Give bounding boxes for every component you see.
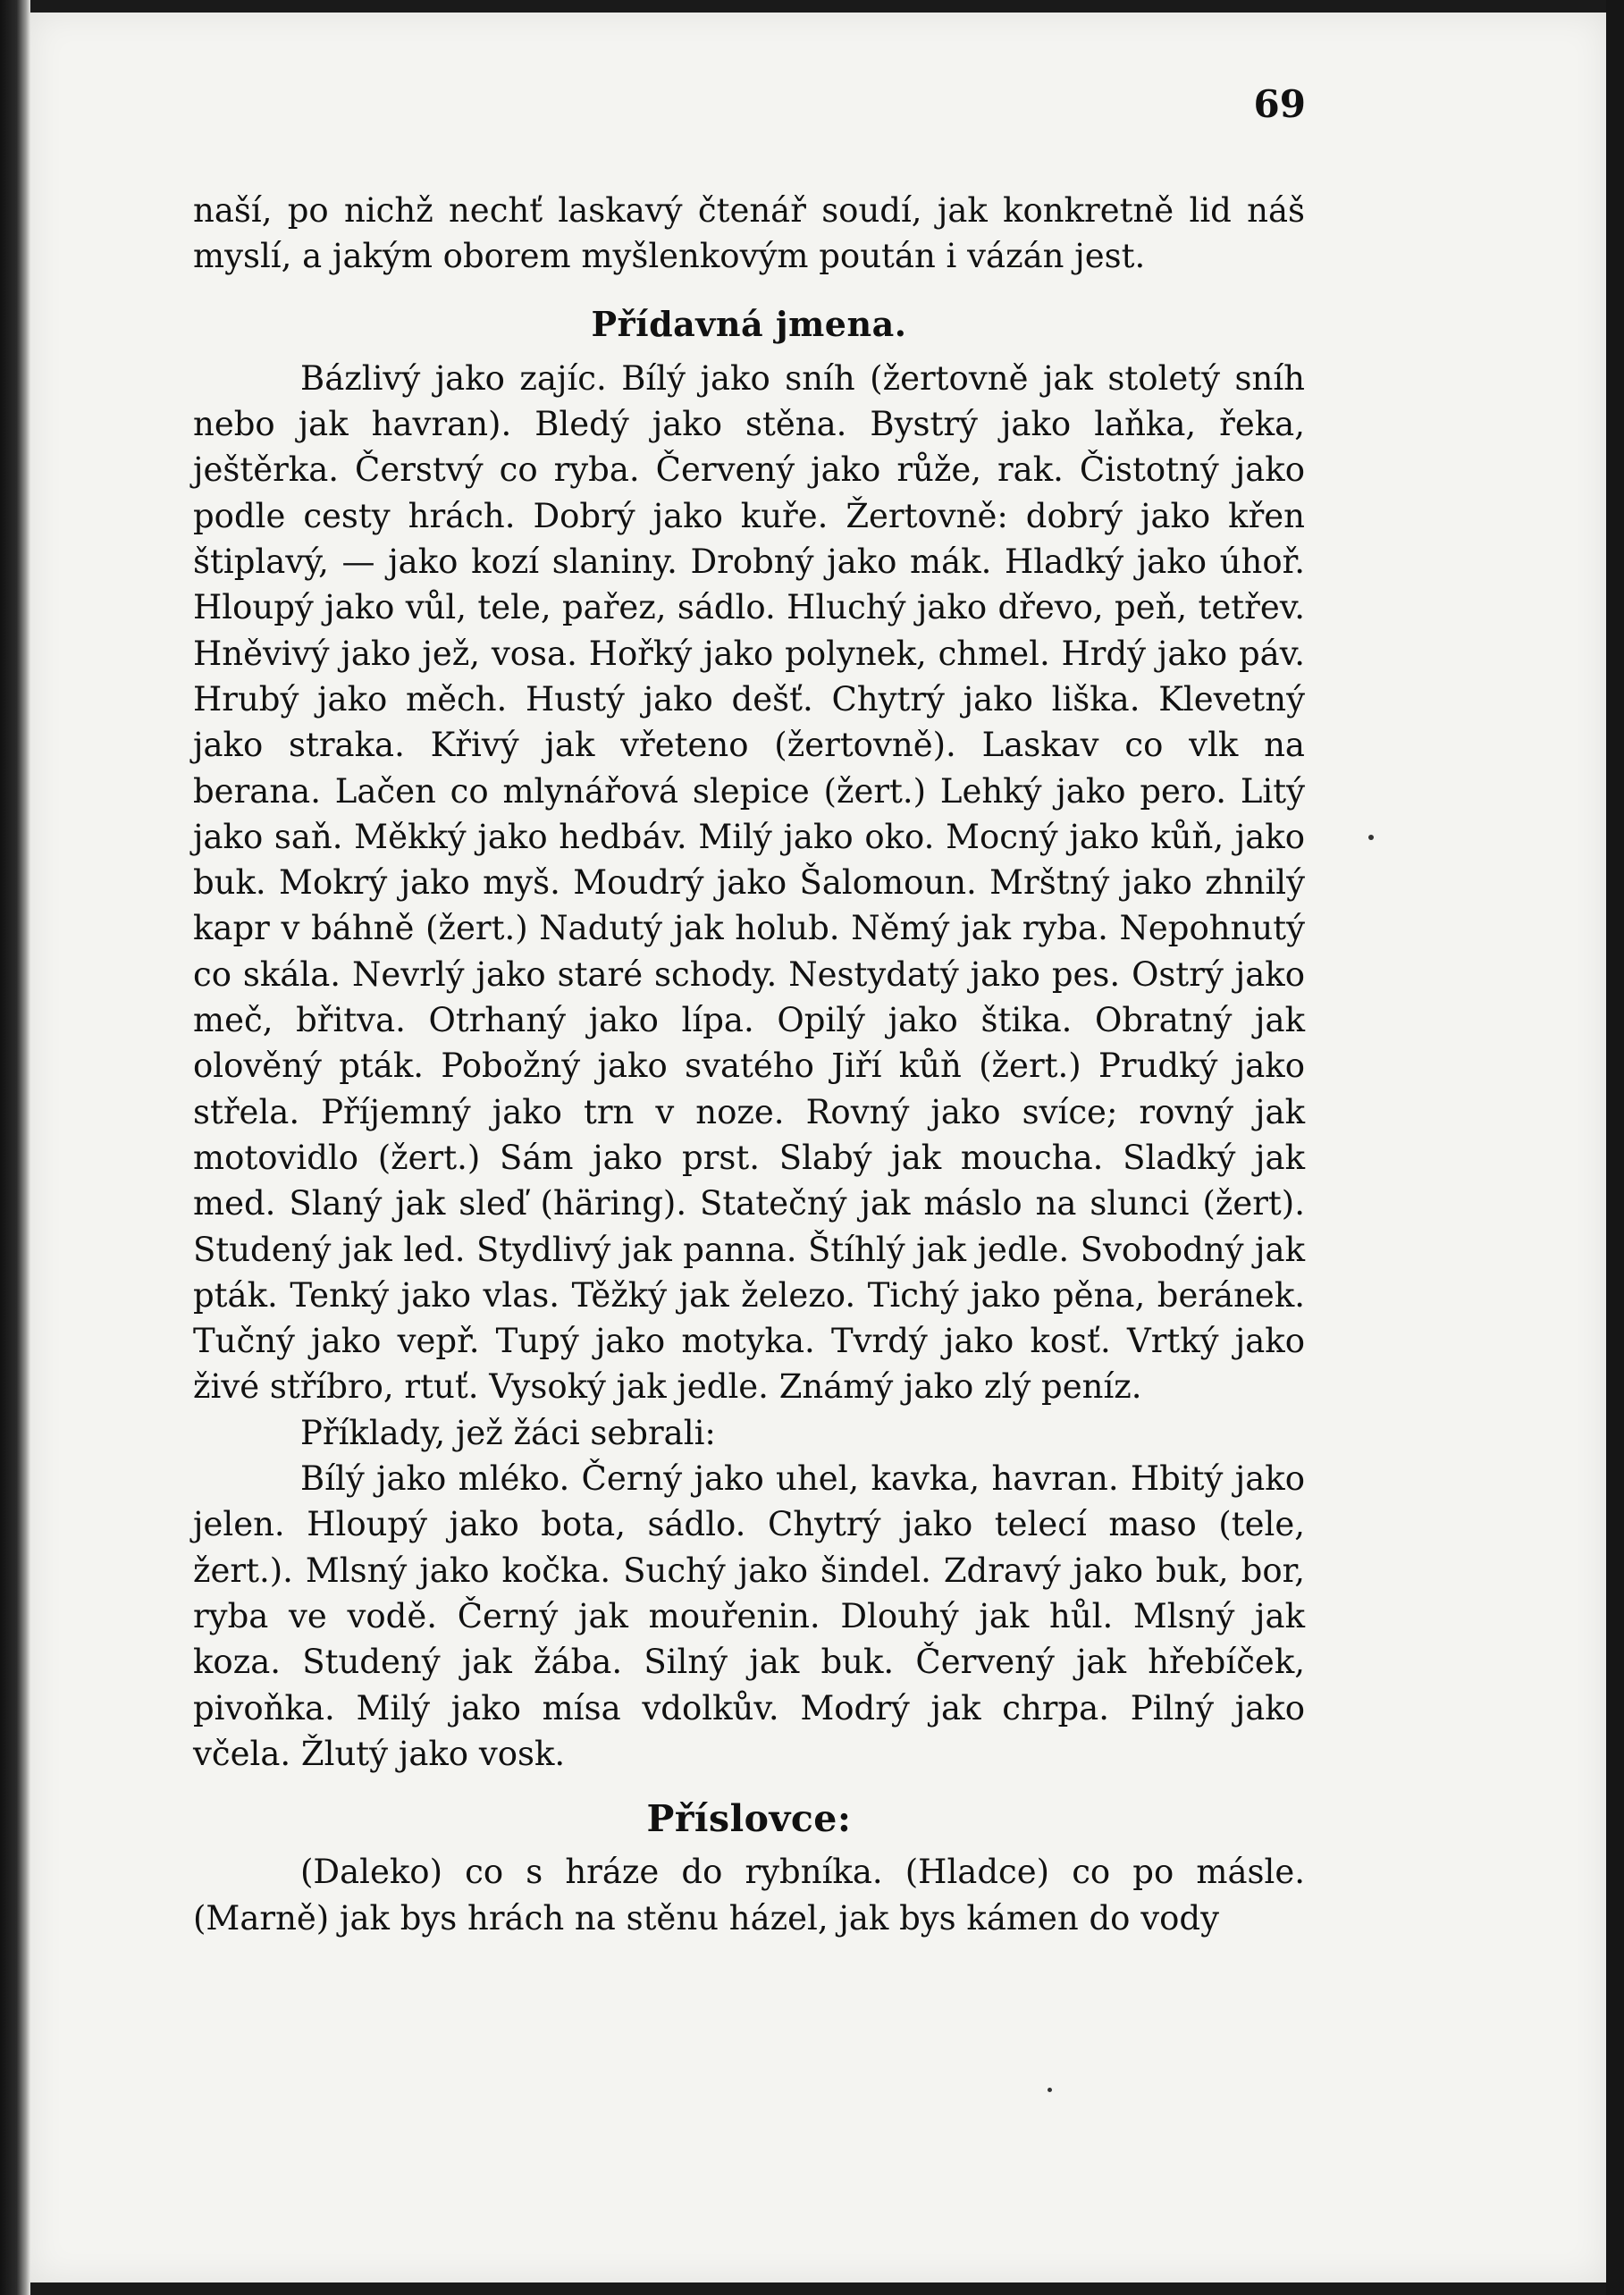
intro-paragraph: naší, po nichž nechť laskavý čtenář soudí, jak konkretně lid náš myslí, a jakým oborem myšlenkovým poután i vázán jest. bbox=[193, 191, 1305, 276]
page-number: 69 bbox=[1253, 82, 1306, 126]
print-speck bbox=[1048, 2088, 1052, 2092]
print-speck bbox=[1368, 835, 1374, 840]
section-heading-adjectives: Přídavná jmena. bbox=[591, 303, 907, 344]
adverbs-paragraph: (Daleko) co s hráze do rybníka. (Hladce) co po másle. (Marně) jak bys hrách na stěnu házel, jak bys kámen do vody bbox=[193, 1853, 1305, 1938]
book-gutter-shadow bbox=[0, 0, 30, 2295]
page-text bbox=[193, 188, 1305, 1941]
students-examples-paragraph: Bílý jako mléko. Černý jako uhel, kavka, havran. Hbitý jako jelen. Hloupý jako bota, sádlo. Chytrý jako telecí maso (tele, žert.). Mlsný jako kočka. Suchý jako šindel. Zdravý jako buk, bor, ryba ve vodě. Černý jak mouřenin. Dlouhý jak hůl. Mlsný jak koza. Studený jak žába. Silný jak buk. Červený jak hřebíček, pivoňka. Milý jako mísa vdolkův. Modrý jak chrpa. Pilný jako včela. Žlutý jako vosk. bbox=[193, 1459, 1305, 1773]
students-intro-paragraph: Příklady, jež žáci sebrali: bbox=[300, 1413, 716, 1452]
page-right-border bbox=[1606, 0, 1624, 2295]
adjectives-paragraph: Bázlivý jako zajíc. Bílý jako sníh (žertovně jak stoletý sníh nebo jak havran). Bledý jako stěna. Bystrý jako laňka, řeka, ještěrka. Čerstvý co ryba. Červený jako růže, rak. Čistotný jako podle cesty hrách. Dobrý jako kuře. Žertovně: dobrý jako křen štiplavý, — jako kozí slaniny. Drobný jako mák. Hladký jako úhoř. Hloupý jako vůl, tele, pařez, sádlo. Hluchý jako dřevo, peň, tetřev. Hněvivý jako jež, vosa. Hořký jako polynek, chmel. Hrdý jako páv. Hrubý jako měch. Hustý jako dešť. Chytrý jako liška. Klevetný jako straka. Křivý jak vřeteno (žertovně). Laskav co vlk na berana. Lačen co mlynářová slepice (žert.) Lehký jako pero. Litý jako saň. Měkký jako hedbáv. Milý jako oko. Mocný jako kůň, jako buk. Mokrý jako myš. Moudrý jako Šalomoun. Mrštný jako zhnilý kapr v báhně (žert.) Nadutý jak holub. Němý jak ryba. Nepohnutý co skála. Nevrlý jako staré schody. Nestydatý jako pes. Ostrý jako meč, břitva. Otrhaný jako lípa. Opilý jako štika. Obratný jak olověný pták. Pobožný jako svatého Jiří kůň (žert.) Prudký jako střela. Příjemný jako trn v noze. Rovný jako svíce; rovný jak motovidlo (žert.) Sám jako prst. Slabý jak moucha. Sladký jak med. Slaný jak sleď (häring). Statečný jak máslo na slunci (žert). Studený jak led. Stydlivý jak panna. Štíhlý jak jedle. Svobodný jak pták. Tenký jako vlas. Těžký jak železo. Tichý jako pěna, beránek. Tučný jako vepř. Tupý jako motyka. Tvrdý jako kosť. Vrtký jako živé stříbro, rtuť. Vysoký jak jedle. Známý jako zlý peníz. bbox=[193, 358, 1305, 1407]
section-heading-adverbs: Příslovce: bbox=[646, 1797, 852, 1841]
